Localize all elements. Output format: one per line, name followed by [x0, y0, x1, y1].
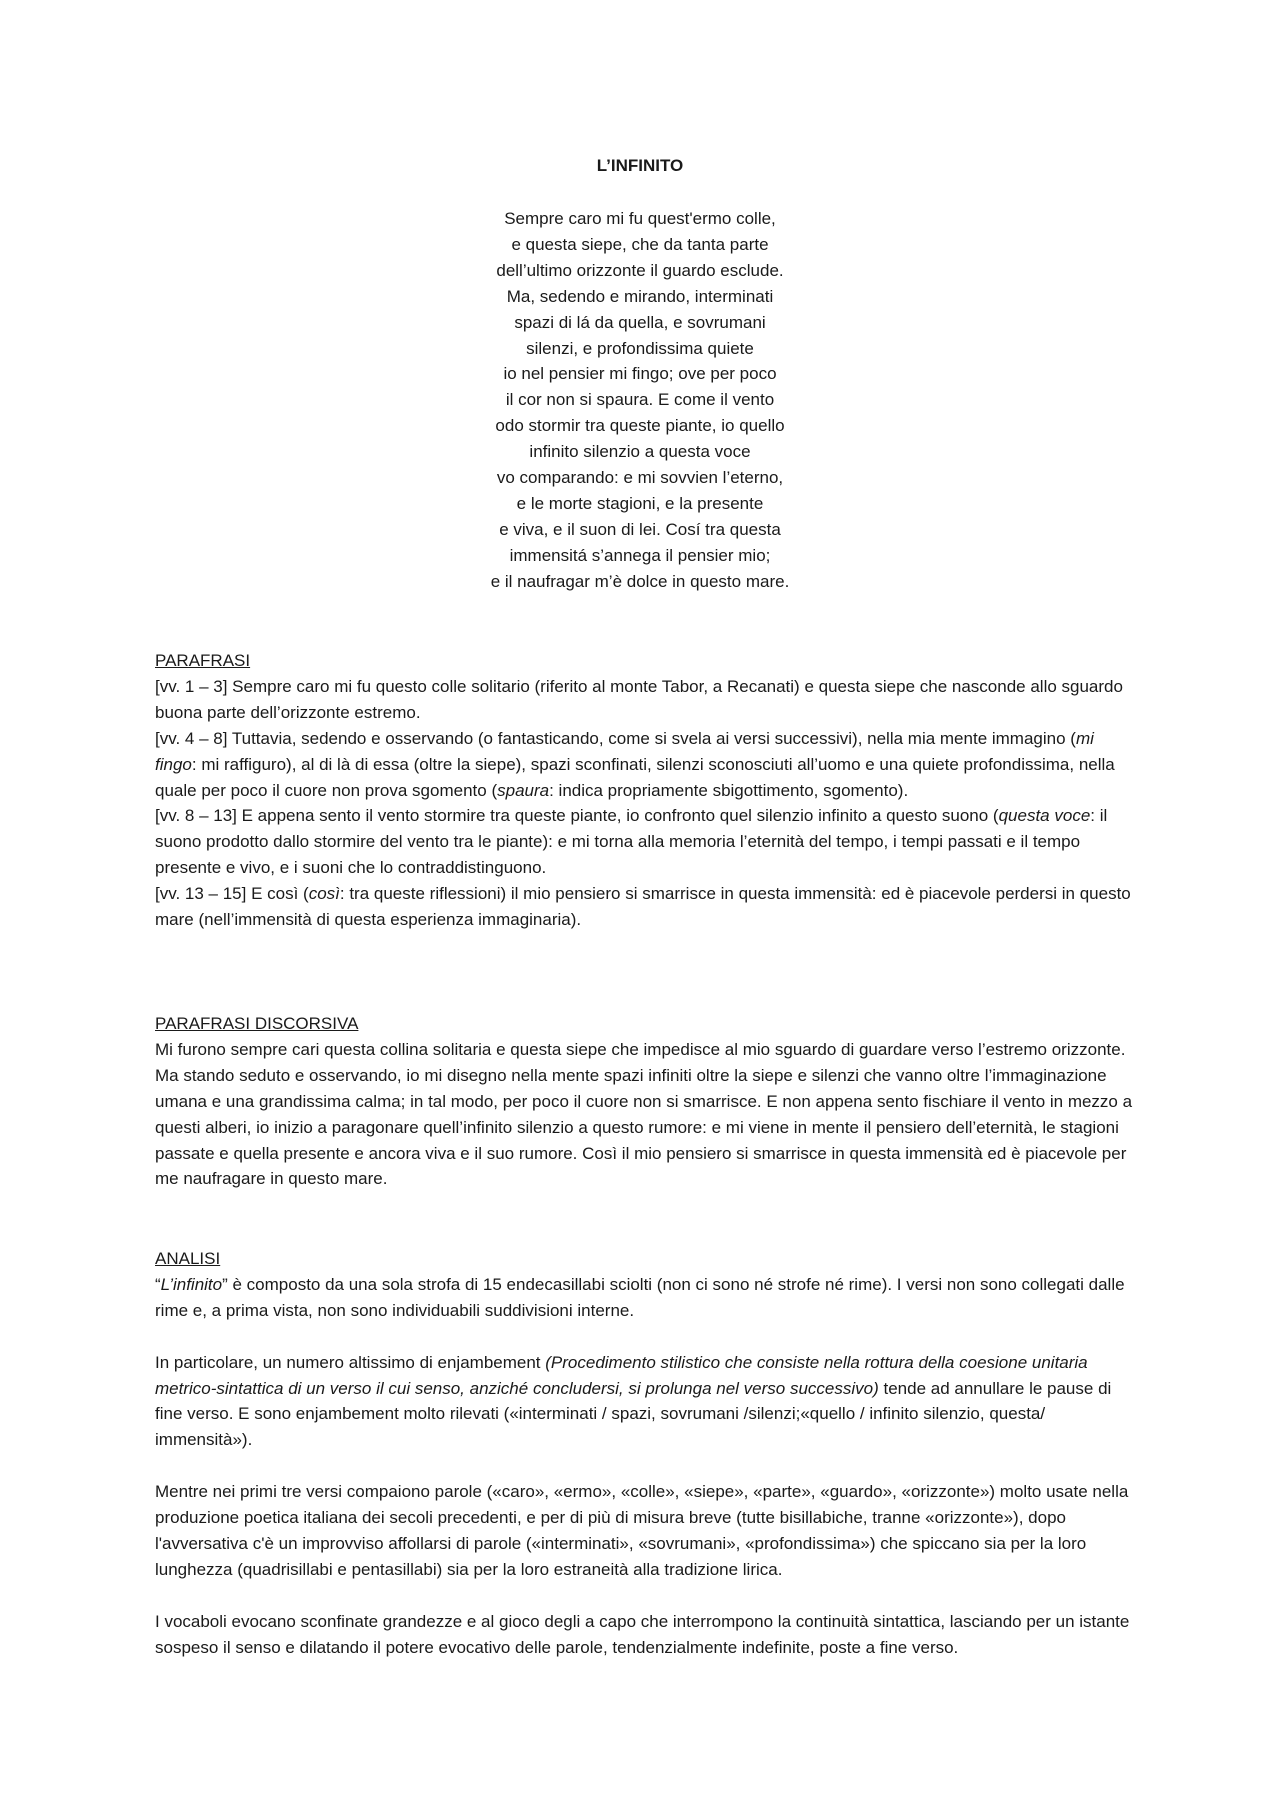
parafrasi-heading: PARAFRASI [155, 651, 251, 670]
poem-line: e le morte stagioni, e la presente [516, 493, 764, 513]
poem-line: Sempre caro mi fu quest'ermo colle, [504, 209, 776, 228]
poem-line: il cor non si spaura. E come il vento [505, 390, 775, 410]
poem-line: vo comparando: e mi sovvien l’eterno, [496, 468, 784, 488]
poem-line: dell’ultimo orizzonte il guardo esclude. [496, 260, 784, 280]
poem-line: io nel pensier mi fingo; ove per poco [503, 364, 777, 384]
parafrasi-section [155, 648, 1135, 933]
analisi-paragraph: In particolare, un numero altissimo di enjambement (Procedimento stilistico che consiste nella rottura della coesione unitaria metrico-sintattica di un verso il cui senso, anziché concludersi, si prolunga nel verso successivo) tende ad annullare le pause di fine verso. E sono enjambement molto rilevati («interminati / spazi, sovrumani /silenzi;«quello / infinito silenzio, questa/ immensità»). [155, 1352, 1112, 1450]
poem-line: e viva, e il suon di lei. Cosí tra questa [499, 519, 781, 539]
poem-text [0, 206, 1280, 595]
poem-line: odo stormir tra queste piante, io quello [495, 416, 785, 436]
parafrasi-block: [vv. 8 – 13] E appena sento il vento stormire tra queste piante, io confronto quel silenzio infinito a questo suono (questa voce: il suono prodotto dallo stormire del vento tra le piante): e mi torna alla memoria l’eternità del tempo, i tempi passati e il tempo presente e vivo, e i suoni che lo contraddistinguono. [155, 806, 1108, 878]
analisi-paragraph: “L’infinito” è composto da una sola strofa di 15 endecasillabi sciolti (non ci sono né strofe né rime). I versi non sono collegati dalle rime e, a prima vista, non sono individuabili suddivisioni interne. [155, 1274, 1125, 1320]
poem-line: silenzi, e profondissima quiete [526, 338, 754, 358]
parafrasi-block: [vv. 1 – 3] Sempre caro mi fu questo colle solitario (riferito al monte Tabor, a Recanati) e questa siepe che nasconde allo sguardo buona parte dell’orizzonte estremo. [155, 676, 1123, 722]
analisi-section [155, 1246, 1135, 1660]
poem-title: L’INFINITO [596, 156, 684, 175]
parafrasi-discorsiva-heading: PARAFRASI DISCORSIVA [155, 1014, 359, 1033]
analisi-heading: ANALISI [155, 1249, 221, 1268]
poem-line: spazi di lá da quella, e sovrumani [514, 312, 766, 332]
poem-line: Ma, sedendo e mirando, interminati [506, 286, 774, 306]
poem-line: infinito silenzio a questa voce [529, 442, 751, 462]
parafrasi-block: [vv. 4 – 8] Tuttavia, sedendo e osservando (o fantasticando, come si svela ai versi successivi), nella mia mente immagino (mi fingo: mi raffiguro), al di là di essa (oltre la siepe), spazi sconfinati, silenzi sconosciuti all’uomo e una quiete profondissima, nella quale per poco il cuore non prova sgomento (spaura: indica propriamente sbigottimento, sgomento). [155, 728, 1115, 800]
parafrasi-discorsiva-section [155, 1011, 1135, 1192]
analisi-paragraph: I vocaboli evocano sconfinate grandezze e al gioco degli a capo che interrompono la continuità sintattica, lasciando per un istante sospeso il senso e dilatando il potere evocativo delle parole, tendenzialmente indefinite, poste a fine verso. [155, 1611, 1130, 1657]
poem-line: immensitá s’annega il pensier mio; [509, 545, 771, 565]
parafrasi-block: [vv. 13 – 15] E così (così: tra queste riflessioni) il mio pensiero si smarrisce in questa immensità: ed è piacevole perdersi in questo mare (nell’immensità di questa esperienza immaginaria). [155, 884, 1131, 930]
analisi-paragraph: Mentre nei primi tre versi compaiono parole («caro», «ermo», «colle», «siepe», «parte», «guardo», «orizzonte») molto usate nella produzione poetica italiana dei secoli precedenti, e per di più di misura breve (tutte bisillabiche, tranne «orizzonte»), dopo l'avversativa c'è un improvviso affollarsi di parole («interminati», «sovrumani», «profondissima») che spiccano sia per la loro lunghezza (quadrisillabi e pentasillabi) sia per la loro estraneità alla tradizione lirica. [155, 1482, 1129, 1579]
poem-line: e questa siepe, che da tanta parte [511, 234, 769, 254]
poem-line: e il naufragar m’è dolce in questo mare. [490, 571, 790, 591]
parafrasi-discorsiva-text: Mi furono sempre cari questa collina solitaria e questa siepe che impedisce al mio sguardo di guardare verso l’estremo orizzonte. Ma stando seduto e osservando, io mi disegno nella mente spazi infiniti oltre la siepe e silenzi che vanno oltre l’immaginazione umana e una grandissima calma; in tal modo, per poco il cuore non si smarrisce. E non appena sento fischiare il vento in mezzo a questi alberi, io inizio a paragonare quell’infinito silenzio a questo rumore: e mi viene in mente il pensiero dell’eternità, le stagioni passate e quella presente e ancora viva e il suo rumore. Così il mio pensiero si smarrisce in questa immensità ed è piacevole per me naufragare in questo mare. [155, 1039, 1133, 1189]
